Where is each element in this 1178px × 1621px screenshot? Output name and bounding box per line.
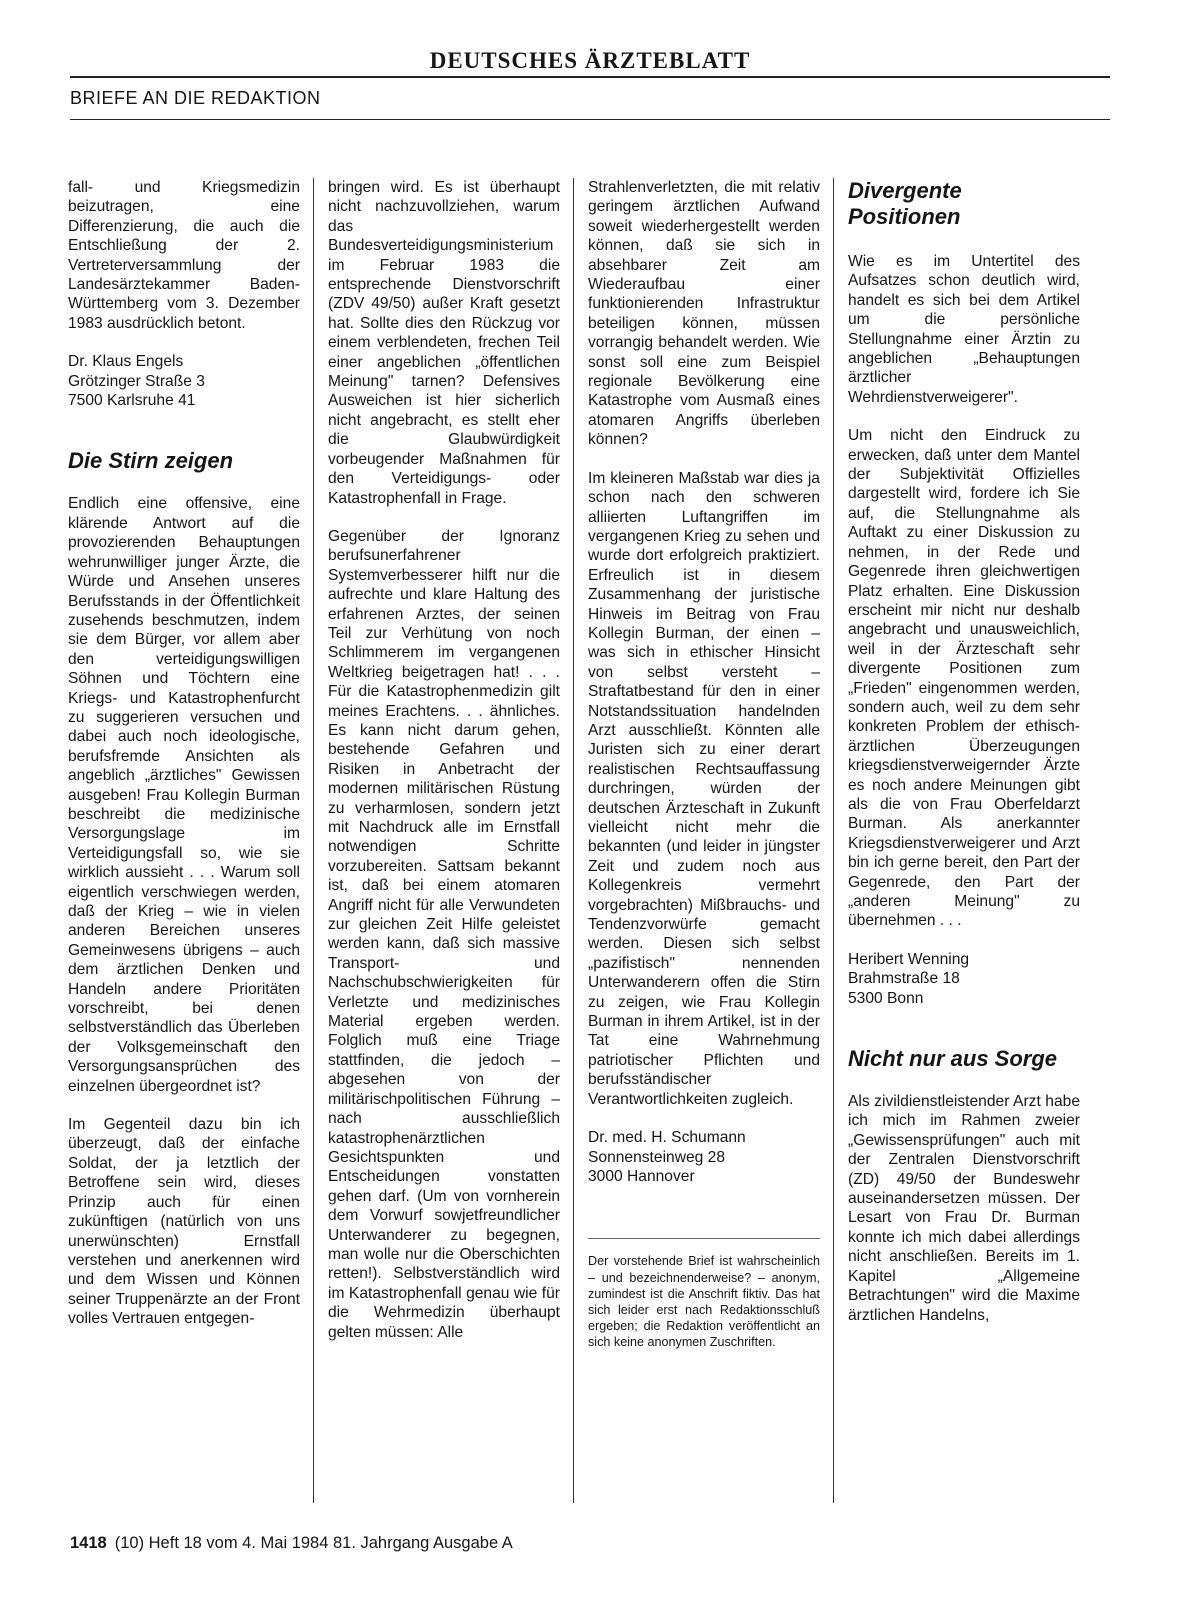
paragraph: Strahlenverletzten, die mit relativ geringem ärztlichen Aufwand soweit wiederhergestellt werden können, daß sie sich in absehbarer Zeit am Wiederaufbau einer funktionierenden Infrastruktur beteiligen können, müssen vorrangig behandelt werden. Wie sonst soll eine zum Beispiel regionale Bevölkerung eine Katastrophe vom Ausmaß eines atomaren Angriffs überleben können? [588, 179, 820, 449]
signature-city: 3000 Hannover [588, 1167, 695, 1185]
signature-name: Dr. Klaus Engels [68, 353, 184, 371]
signature-street: Grötzinger Straße 3 [68, 372, 205, 390]
column-divider [573, 178, 574, 1503]
paragraph: bringen wird. Es ist überhaupt nicht nachzuvollziehen, warum das Bundesverteidigungsministerium im Februar 1983 die entsprechende Dienstvorschrift (ZDV 49/50) außer Kraft gesetzt hat. Sollte dies den Rückzug vor einem verblendeten, frechen Teil einer angeblichen „öffentlichen Meinung" tarnen? Defensives Ausweichen ist hier sicherlich nicht angebracht, es stellt eher die Glaubwürdigkeit vorbeugender Maßnahmen für den Verteidigungs- oder Katastrophenfall in Frage. [328, 179, 560, 507]
column-3 [588, 178, 820, 1518]
letter-heading: Divergente Positionen [848, 178, 962, 229]
letter-heading: Die Stirn zeigen [68, 448, 234, 474]
paragraph: Um nicht den Eindruck zu erwecken, daß unter dem Mantel der Subjektivität Offizielles dargestellt wird, fordere ich Sie auf, die Stellungnahme als Auftakt zu einer Diskussion zu nehmen, in der Rede und Gegenrede ihren gleichwertigen Platz erhalten. Eine Diskussion erscheint mir nicht nur deshalb angebracht und unausweichlich, weil in der Ärzteschaft sehr divergente Positionen zum „Frieden" eingenommen werden, sondern auch, weil zu dem sehr konkreten Problem der ethisch-ärztlichen Überzeugungen kriegsdienstverweigernder Ärzte es noch andere Meinungen gibt als die von Frau Oberfeldarzt Burman. Als anerkannter Kriegsdienstverweigerer und Arzt bin ich gerne bereit, den Part der Gegenrede, den Part der „anderen Meinung" zu übernehmen . . . [848, 427, 1080, 930]
signature-city: 7500 Karlsruhe 41 [68, 392, 196, 410]
paragraph: Als zivildienstleistender Arzt habe ich mich im Rahmen zweier „Gewissensprüfungen" auch mit der Zentralen Dienstvorschrift (ZD) 49/50 der Bundeswehr auseinandersetzen müssen. Der Lesart von Frau Dr. Burman konnte ich mich dabei allerdings nicht anschließen. Bereits im 1. Kapitel „Allgemeine Betrachtungen" wird die Maxime ärztlichen Handelns, [848, 1093, 1080, 1324]
issue-info: (10) Heft 18 vom 4. Mai 1984 81. Jahrgang Ausgabe A [114, 1534, 513, 1552]
signature [848, 950, 1080, 1008]
signature-street: Sonnensteinweg 28 [588, 1148, 725, 1166]
masthead-rule [70, 76, 1110, 78]
editorial-note: Der vorstehende Brief ist wahrscheinlich – und bezeichnenderweise? – anonym, zumindest ist die Anschrift fiktiv. Das hat sich leider erst nach Redaktionsschluß ergeben; die Redaktion veröffentlicht an sich keine anonymen Zuschriften. [588, 1238, 820, 1350]
paragraph: Im Gegenteil dazu bin ich überzeugt, daß der einfache Soldat, der ja letztlich der Betroffene sein wird, dieses Prinzip auch für einen zukünftigen (natürlich von uns unerwünschten) Ernstfall verstehen und anerkennen wird und dem Wissen und Können seiner Truppenärzte an der Front volles Vertrauen entgegen- [68, 1116, 300, 1328]
paragraph: Gegenüber der Ignoranz berufsunerfahrener Systemverbesserer hilft nur die aufrechte und klare Haltung des erfahrenen Arztes, der seinen Teil zur Verhütung von noch Schlimmerem im vergangenen Weltkrieg beigetragen hat! . . . Für die Katastrophenmedizin gilt meines Erachtens. . . ähnliches. Es kann nicht darum gehen, bestehende Gefahren und Risiken in Anbetracht der modernen militärischen Rüstung zu verharmlosen, sondern jetzt mit Nachdruck alle im Ernstfall notwendigen Schritte vorzubereiten. Sattsam bekannt ist, daß bei einem atomaren Angriff nicht für alle Verwundeten zur gleichen Zeit Hilfe geleistet werden kann, daß sich massive Transport- und Nachschubschwierigkeiten für Verletzte und medizinisches Material ergeben werden. Folglich muß eine Triage stattfinden, die jedoch – abgesehen von der militärischpolitischen Führung – nach ausschließlich katastrophenärztlichen Gesichtspunkten und Entscheidungen vonstatten gehen darf. (Um von vornherein dem Vorwurf sowjetfreundlicher Unterwanderer zu begegnen, man wolle nur die Oberschichten retten!). Selbstverständlich wird im Katastrophenfall genau wie für die Wehrmedizin überhaupt gelten müssen: Alle [328, 527, 560, 1341]
page-number: 1418 [70, 1534, 107, 1552]
signature-name: Heribert Wenning [848, 950, 970, 968]
section-title: BRIEFE AN DIE REDAKTION [70, 88, 321, 108]
signature-name: Dr. med. H. Schumann [588, 1129, 746, 1147]
column-divider [833, 178, 834, 1503]
section-rule [70, 119, 1110, 120]
column-1 [68, 178, 300, 1518]
paragraph: Endlich eine offensive, eine klärende Antwort auf die provozierenden Behauptungen wehrunwilliger junger Ärzte, die Würde und Ansehen unseres Berufsstands in der Öffentlichkeit zusehends beschmutzen, indem sie dem Bürger, vor allem aber den verteidigungswilligen Söhnen und Töchtern eine Kriegs- und Katastrophenfurcht zu suggerieren versuchen und dabei auch noch ideologische, berufsfremde Ansichten als angeblich „ärztliches" Gewissen ausgeben! Frau Kollegin Burman beschreibt die medizinische Versorgungslage im Verteidigungsfall so, wie sie wirklich aussieht . . . Warum soll eigentlich verschwiegen werden, daß der Krieg – wie in vielen anderen Bereichen unseres Gemeinwesens übrigens – auch dem ärztlichen Denken und Handeln andere Prioritäten vorschreibt, bei denen selbstverständlich das Überleben der Volksgemeinschaft den Versorgungsansprüchen des einzelnen übergeordnet ist? [68, 495, 300, 1095]
signature [588, 1128, 820, 1186]
column-2 [328, 178, 560, 1518]
signature-city: 5300 Bonn [848, 989, 924, 1007]
signature [68, 352, 300, 410]
page-footer [70, 1534, 513, 1553]
masthead: DEUTSCHES ÄRZTEBLATT [429, 48, 751, 73]
column-divider [313, 178, 314, 1503]
paragraph: Im kleineren Maßstab war dies ja schon nach den schweren alliierten Luftangriffen im vergangenen Krieg zu sehen und wurde dort erfolgreich praktiziert. Erfreulich ist in diesem Zusammenhang der juristische Hinweis im Beitrag von Frau Kollegin Burman, der einen – was sich in ethischer Hinsicht von selbst versteht – Straftatbestand für den in einer Notstandssituation handelnden Arzt ausschließt. Könnten alle Juristen sich zu einer derart realistischen Rechtsauffassung durchringen, würden der deutschen Ärzteschaft in Zukunft vielleicht nicht mehr die bekannten (und leider in jüngster Zeit und zudem noch aus Kollegenkreis vermehrt vorgebrachten) Mißbrauchs- und Tendenzvorwürfe gemacht werden. Diesen sich selbst „pazifistisch" nennenden Unterwanderern offen die Stirn zu zeigen, wie Frau Kollegin Burman in ihrem Artikel, ist in der Tat eine Wahrnehmung patriotischer Pflichten und berufsständischer Verantwortlichkeiten zugleich. [588, 469, 820, 1108]
letter-heading: Nicht nur aus Sorge [848, 1046, 1058, 1072]
paragraph: fall- und Kriegsmedizin beizutragen, eine Differenzierung, die auch die Entschließung der 2. Vertreterversammlung der Landesärztekammer Baden-Württemberg vom 3. Dezember 1983 ausdrücklich betont. [68, 179, 300, 332]
column-4 [848, 178, 1080, 1518]
paragraph: Wie es im Untertitel des Aufsatzes schon deutlich wird, handelt es sich bei dem Artikel um die persönliche Stellungnahme einer Ärztin zu angeblichen „Behauptungen ärztlicher Wehrdienstverweigerer". [848, 253, 1080, 406]
signature-street: Brahmstraße 18 [848, 970, 960, 988]
